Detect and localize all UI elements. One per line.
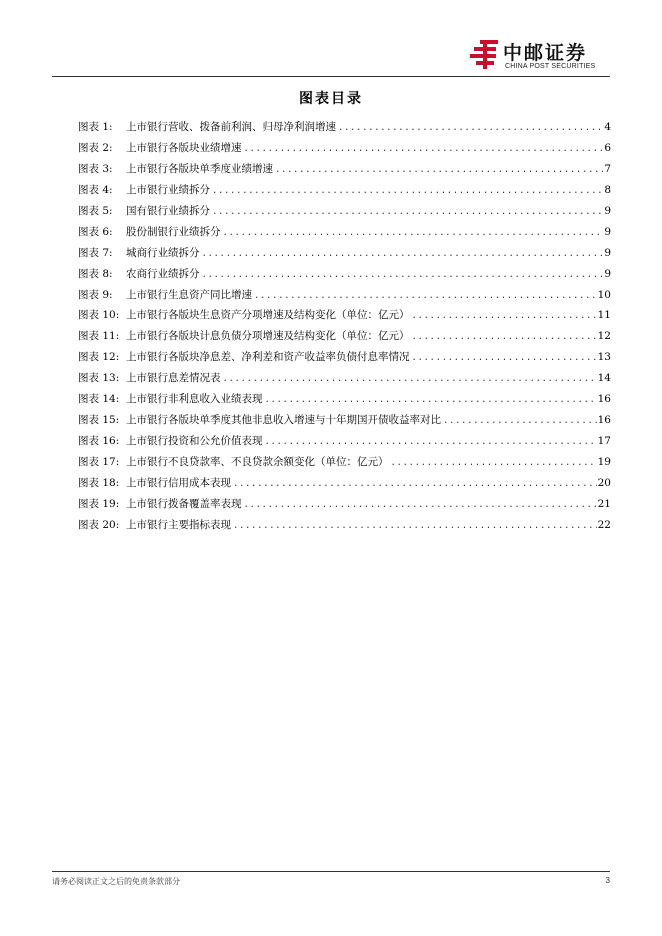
toc-dot-leader — [233, 521, 597, 531]
toc-entry-label: 图表 15: — [78, 414, 120, 427]
toc-entry[interactable] — [78, 454, 611, 475]
header-divider — [52, 76, 610, 77]
toc-entry-page: 9 — [604, 246, 611, 259]
toc-entry-label: 图表 8: — [78, 267, 113, 280]
toc-entry-page: 19 — [597, 456, 611, 468]
toc-dot-leader — [412, 311, 597, 321]
toc-entry[interactable] — [78, 203, 611, 224]
toc-entry[interactable] — [78, 140, 611, 161]
toc-dot-leader — [443, 416, 597, 426]
toc-entry-title: 上市银行业绩拆分 — [126, 183, 210, 196]
toc-entry-title: 股份制银行业绩拆分 — [126, 225, 221, 238]
toc-dot-leader — [412, 353, 597, 363]
toc-entry[interactable] — [78, 119, 611, 140]
toc-entry-label: 图表 17: — [78, 456, 120, 468]
toc-dot-leader — [265, 437, 597, 447]
toc-entry-page: 17 — [597, 435, 611, 448]
toc-entry-page: 22 — [597, 518, 611, 531]
toc-dot-leader — [223, 374, 597, 384]
toc-entry-page: 13 — [597, 351, 611, 364]
toc-entry-label: 图表 19: — [78, 497, 120, 510]
toc-entry-page: 16 — [597, 393, 611, 406]
toc-entry-label: 图表 1: — [78, 121, 113, 133]
toc-entry[interactable] — [78, 496, 611, 517]
footer-page-number: 3 — [605, 876, 610, 885]
toc-entry-label: 图表 12: — [78, 351, 120, 364]
china-post-logo-icon — [470, 38, 500, 70]
toc-entry-page: 14 — [597, 372, 611, 385]
toc-entry[interactable] — [78, 475, 611, 496]
toc-entry[interactable] — [78, 349, 611, 370]
toc-entry-page: 8 — [604, 183, 611, 196]
toc-entry-page: 16 — [597, 414, 611, 427]
toc-entry-label: 图表 9: — [78, 288, 113, 301]
toc-dot-leader — [244, 500, 597, 510]
toc-entry[interactable] — [78, 266, 611, 287]
toc-entry-title: 上市银行各版块计息负债分项增速及结构变化（单位：亿元） — [126, 330, 410, 343]
toc-entry-page: 12 — [597, 330, 611, 343]
toc-entry-page: 11 — [597, 309, 611, 322]
toc-entry-title: 上市银行各版块业绩增速 — [126, 141, 242, 154]
toc-entry-page: 10 — [597, 288, 611, 301]
toc-entry-title: 上市银行信用成本表现 — [126, 476, 231, 489]
toc-entry-page: 20 — [597, 476, 611, 489]
toc-entry[interactable] — [78, 328, 611, 349]
toc-entry-title: 上市银行主要指标表现 — [126, 518, 231, 531]
toc-dot-leader — [338, 123, 603, 133]
toc-dot-leader — [202, 249, 604, 259]
toc-entry-title: 上市银行各版块净息差、净利差和资产收益率负债付息率情况 — [126, 351, 410, 364]
toc-entry-title: 上市银行各版块单季度其他非息收入增速与十年期国开债收益率对比 — [126, 414, 441, 427]
toc-entry-page: 21 — [597, 497, 611, 510]
toc-entry-title: 上市银行非利息收入业绩表现 — [126, 393, 263, 406]
toc-entry-title: 上市银行拨备覆盖率表现 — [126, 497, 242, 510]
toc-entry[interactable] — [78, 182, 611, 203]
toc-entry-label: 图表 6: — [78, 225, 113, 238]
toc-entry[interactable] — [78, 370, 611, 391]
toc-entry[interactable] — [78, 412, 611, 433]
toc-entry-title: 国有银行业绩拆分 — [126, 204, 210, 217]
toc-entry-label: 图表 20: — [78, 518, 120, 531]
toc-entry-label: 图表 2: — [78, 141, 113, 154]
footer-disclaimer: 请务必阅读正文之后的免责条款部分 — [52, 877, 180, 886]
toc-entry-label: 图表 16: — [78, 435, 120, 448]
toc-entry-label: 图表 5: — [78, 204, 113, 217]
toc-dot-leader — [412, 332, 597, 342]
brand-name-cn: 中邮证券 — [503, 42, 588, 64]
brand-name-en: CHINA POST SECURITIES — [505, 63, 596, 70]
table-of-figures — [78, 119, 611, 538]
toc-entry[interactable] — [78, 517, 611, 538]
toc-entry[interactable] — [78, 391, 611, 412]
toc-entry-title: 上市银行生息资产同比增速 — [126, 288, 252, 301]
toc-title: 图表目录 — [299, 91, 363, 107]
toc-dot-leader — [202, 270, 604, 280]
toc-entry-label: 图表 7: — [78, 246, 113, 259]
toc-entry-label: 图表 10: — [78, 309, 120, 322]
toc-dot-leader — [223, 228, 604, 238]
toc-dot-leader — [254, 291, 597, 301]
toc-dot-leader — [265, 395, 597, 405]
toc-entry-title: 上市银行投资和公允价值表现 — [126, 435, 263, 448]
toc-entry-title: 上市银行各版块生息资产分项增速及结构变化（单位：亿元） — [126, 309, 410, 322]
toc-entry[interactable] — [78, 245, 611, 266]
toc-entry-title: 上市银行息差情况表 — [126, 372, 221, 385]
toc-dot-leader — [244, 144, 604, 154]
toc-entry-page: 4 — [604, 121, 611, 133]
toc-entry-title: 上市银行营收、拨备前利润、归母净利润增速 — [126, 121, 336, 133]
toc-entry-label: 图表 18: — [78, 476, 120, 489]
footer-divider — [52, 871, 610, 872]
toc-entry-label: 图表 3: — [78, 162, 113, 175]
toc-entry[interactable] — [78, 287, 611, 308]
toc-entry-title: 上市银行不良贷款率、不良贷款余额变化（单位：亿元） — [126, 456, 389, 468]
toc-entry-title: 农商行业绩拆分 — [126, 267, 200, 280]
toc-entry-title: 上市银行各版块单季度业绩增速 — [126, 162, 273, 175]
toc-dot-leader — [233, 479, 597, 489]
toc-entry[interactable] — [78, 224, 611, 245]
toc-dot-leader — [212, 207, 603, 217]
toc-entry-page: 6 — [604, 141, 611, 154]
toc-entry[interactable] — [78, 307, 611, 328]
toc-entry-page: 9 — [604, 204, 611, 217]
toc-entry-label: 图表 4: — [78, 183, 113, 196]
toc-entry-page: 9 — [604, 267, 611, 280]
toc-entry-label: 图表 14: — [78, 393, 120, 406]
company-logo — [470, 38, 610, 74]
toc-entry-page: 9 — [604, 225, 611, 238]
toc-entry-page: 7 — [604, 162, 611, 175]
toc-dot-leader — [212, 186, 603, 196]
toc-entry-label: 图表 11: — [78, 330, 120, 343]
toc-entry-title: 城商行业绩拆分 — [126, 246, 200, 259]
page-header — [0, 0, 662, 80]
toc-entry[interactable] — [78, 433, 611, 454]
toc-dot-leader — [275, 165, 603, 175]
toc-entry-label: 图表 13: — [78, 372, 120, 385]
toc-entry[interactable] — [78, 161, 611, 182]
toc-dot-leader — [391, 458, 597, 468]
